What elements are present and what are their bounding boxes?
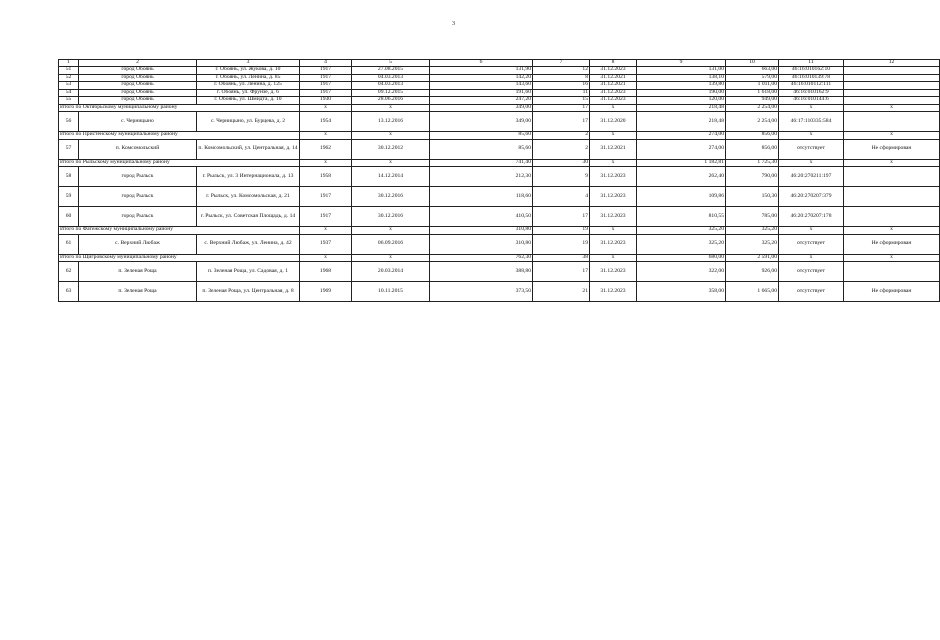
table-cell: 325,20 [637,234,726,254]
table-cell: 663,00 [726,67,779,75]
subtotal-label: Итого по Пристенскому муниципальному району [59,132,300,140]
table-cell: 31.12.2023 [590,187,637,207]
subtotal-cell: x [352,132,430,140]
table-cell: 9 [533,167,590,187]
table-cell: г. Обоянь, ул. Жукова, д. 10 [197,67,300,75]
subtotal-cell: x [352,227,430,235]
column-header: 2 [79,60,197,67]
table-cell: 31.12.2023 [590,262,637,282]
subtotal-cell: x [352,104,430,112]
table-cell: 139,80 [637,82,726,90]
table-cell: Не сформирован [844,139,940,159]
subtotal-cell: x [779,159,844,167]
table-cell: 14.12.2014 [352,167,430,187]
table-cell: 31.12.2021 [590,74,637,82]
table-cell [844,167,940,187]
table-cell: город Обоянь [79,67,197,75]
table-row [59,82,940,90]
table-cell: 63 [59,282,79,302]
table-row [59,282,940,302]
subtotal-row [59,132,940,140]
column-header: 10 [726,60,779,67]
table-cell: 949,00 [726,97,779,105]
table-cell: 31.12.2023 [590,167,637,187]
subtotal-cell: x [844,104,940,112]
subtotal-cell: x [779,254,844,262]
table-cell: 790,00 [726,167,779,187]
table-cell: 57 [59,139,79,159]
table-cell: 373,50 [430,282,533,302]
subtotal-row [59,254,940,262]
table-cell: 10.11.2015 [352,282,430,302]
table-cell: 09.12.2015 [352,89,430,97]
table-cell: 31.12.2020 [590,112,637,132]
table-cell: п. Комсомольский [79,139,197,159]
table-cell: 20.03.2014 [352,262,430,282]
table-cell: п. Зеленая Роща [79,282,197,302]
table-cell: 21 [533,282,590,302]
table-cell: п. Комсомольский, ул. Центральная, д. 14 [197,139,300,159]
table-cell: 2 [533,139,590,159]
subtotal-cell: x [779,132,844,140]
table-cell: 13.12.2016 [352,112,430,132]
table-cell: 926,00 [726,262,779,282]
table-cell: 15 [533,97,590,105]
subtotal-cell: 349,00 [430,104,533,112]
table-cell: 16 [533,82,590,90]
subtotal-cell: x [844,159,940,167]
table-cell: 51 [59,67,79,75]
subtotal-cell: 310,80 [430,227,533,235]
subtotal-label: Итого по Октябрьскому муниципальному району [59,104,300,112]
table-cell: 322,00 [637,262,726,282]
table-cell: 8 [533,74,590,82]
table-cell: город Обоянь [79,89,197,97]
subtotal-label: Итого по Рыльскому муниципальному району [59,159,300,167]
table-cell: п. Зеленая Роща [79,262,197,282]
table-cell: 120,00 [637,97,726,105]
table-cell: 579,00 [726,74,779,82]
column-header: 9 [637,60,726,67]
table-cell: 31.12.2023 [590,234,637,254]
table-cell: г. Обоянь, ул. Ленина, д. 85 [197,74,300,82]
table-row [59,234,940,254]
column-header: 11 [779,60,844,67]
table-cell: 143,60 [430,82,533,90]
table-cell [844,67,940,75]
table-cell: 46:16:010139:78 [779,74,844,82]
table-cell: 12 [533,67,590,75]
table-cell [844,89,940,97]
table-cell: 54 [59,89,79,97]
table-cell [844,82,940,90]
table-cell: 262,40 [637,167,726,187]
table-cell: 17 [533,112,590,132]
table-cell: 58 [59,167,79,187]
table-cell: 52 [59,74,79,82]
table-cell: 1917 [300,89,352,97]
table-cell: 30.12.2016 [352,207,430,227]
subtotal-cell: x [590,104,637,112]
table-cell: 1917 [300,67,352,75]
table-cell: 274,00 [637,139,726,159]
table-cell: 31.12.2021 [590,82,637,90]
table-cell: город Обоянь [79,74,197,82]
table-cell: 4 [533,187,590,207]
column-header: 4 [300,60,352,67]
table-cell: 138,10 [637,74,726,82]
subtotal-cell: x [779,227,844,235]
subtotal-label: Итого по Фатежскому муниципальному району [59,227,300,235]
table-cell: 53 [59,82,79,90]
subtotal-cell: x [300,227,352,235]
table-cell: город Обоянь [79,82,197,90]
table-cell: 27.08.2015 [352,67,430,75]
table-cell: с. Черницыно [79,112,197,132]
table-cell: город Рыльск [79,167,197,187]
table-cell: город Рыльск [79,187,197,207]
table-cell: 856,00 [726,139,779,159]
table-body [59,60,940,302]
table-cell: 46:20:270207:379 [779,187,844,207]
subtotal-cell: x [590,227,637,235]
table-cell [844,74,940,82]
table-cell: 1 618,00 [726,89,779,97]
table-row [59,97,940,105]
table-cell: п. Зеленая Роща, ул. Центральная, д. 8 [197,282,300,302]
table-cell: 1968 [300,262,352,282]
subtotal-cell: 218,48 [637,104,726,112]
table-cell [844,112,940,132]
table-cell: 85,60 [430,139,533,159]
table-cell: 131,00 [637,67,726,75]
table-cell [844,262,940,282]
table-cell: 46:16:010162:10 [779,67,844,75]
subtotal-cell: x [300,104,352,112]
subtotal-cell: x [844,227,940,235]
table-cell: 1930 [300,97,352,105]
table-cell: 150,30 [726,187,779,207]
subtotal-cell: 741,40 [430,159,533,167]
table-cell: 388,80 [430,262,533,282]
subtotal-row [59,104,940,112]
table-cell: с. Черницыно, ул. Бурцева, д. 2 [197,112,300,132]
column-header: 6 [430,60,533,67]
table-row [59,167,940,187]
table-cell: 04.03.2013 [352,82,430,90]
subtotal-cell: 17 [533,104,590,112]
table-cell: 785,00 [726,207,779,227]
subtotal-cell: 38 [533,254,590,262]
table-cell: 1917 [300,207,352,227]
table-cell: 1937 [300,234,352,254]
table-cell: 1 011,00 [726,82,779,90]
subtotal-cell: x [779,104,844,112]
subtotal-cell: x [590,159,637,167]
subtotal-cell: x [844,132,940,140]
column-header: 12 [844,60,940,67]
table-cell [844,207,940,227]
table-cell: отсутствует [779,282,844,302]
page-number: 3 [452,21,455,27]
table-cell: Не сформирован [844,234,940,254]
table-cell: 31.12.2021 [590,139,637,159]
subtotal-cell: x [300,132,352,140]
table-cell: 131,90 [430,67,533,75]
table-cell: 1958 [300,167,352,187]
table-cell: 30.12.2016 [352,187,430,207]
subtotal-cell: 856,00 [726,132,779,140]
table-cell: 19 [533,234,590,254]
table-cell: город Рыльск [79,207,197,227]
table-cell: отсутствует [779,234,844,254]
table-cell: 191,60 [430,89,533,97]
table-cell: 247,20 [430,97,533,105]
table-cell: с. Верхний Любаж, ул. Ленина, д. 42 [197,234,300,254]
table-cell: 2 254,00 [726,112,779,132]
table-cell: 56 [59,112,79,132]
table-cell: 1962 [300,139,352,159]
table-cell: г. Рыльск, ул. 3 Интернационала, д. 13 [197,167,300,187]
table-cell: 1917 [300,82,352,90]
table-cell: 1969 [300,282,352,302]
subtotal-cell: x [844,254,940,262]
table-cell: 142,20 [430,74,533,82]
table-cell: 109,86 [637,187,726,207]
subtotal-row [59,227,940,235]
table-cell: с. Верхний Любаж [79,234,197,254]
column-header: 5 [352,60,430,67]
table-row [59,112,940,132]
table-cell [844,187,940,207]
table-cell: 31.12.2023 [590,97,637,105]
table-cell: 118,60 [430,187,533,207]
table-cell: 17 [533,262,590,282]
table-cell: 349,00 [430,112,533,132]
subtotal-cell: x [590,132,637,140]
table-cell: 55 [59,97,79,105]
table-cell: 46:16:010112:111 [779,82,844,90]
subtotal-cell: 2 254,00 [726,104,779,112]
table-cell: 60 [59,207,79,227]
table-cell: 1 665,00 [726,282,779,302]
table-cell: 11 [533,89,590,97]
table-cell [844,97,940,105]
subtotal-cell: 30 [533,159,590,167]
table-cell: 212,30 [430,167,533,187]
column-header: 7 [533,60,590,67]
table-row [59,262,940,282]
table-cell: 325,20 [726,234,779,254]
subtotal-cell: x [352,254,430,262]
table-cell: г. Рыльск, ул. Комсомольская, д. 21 [197,187,300,207]
table-cell: 218,48 [637,112,726,132]
subtotal-cell: x [590,254,637,262]
housing-registry-table [58,59,940,302]
table-cell: 62 [59,262,79,282]
table-cell: отсутствует [779,262,844,282]
table-cell: г. Рыльск, ул. Советская Площадь, д. 14 [197,207,300,227]
subtotal-cell: x [300,159,352,167]
table-row [59,207,940,227]
table-cell: г. Обоянь, ул. Ленина, д. 125 [197,82,300,90]
table-cell: 358,00 [637,282,726,302]
table-cell: 31.12.2023 [590,89,637,97]
table-cell: 46:16:010162:9 [779,89,844,97]
subtotal-cell: 325,20 [726,227,779,235]
table-row [59,67,940,75]
subtotal-cell: 680,00 [637,254,726,262]
table-cell: 04.03.2013 [352,74,430,82]
subtotal-cell: 762,30 [430,254,533,262]
subtotal-cell: 2 [533,132,590,140]
table-cell: 410,50 [430,207,533,227]
table-cell: 46:17:110335:584 [779,112,844,132]
subtotal-cell: 2 591,00 [726,254,779,262]
table-cell: 46:20:270207:178 [779,207,844,227]
table-cell: 59 [59,187,79,207]
table-cell: 1917 [300,187,352,207]
table-cell: 1917 [300,74,352,82]
table-cell: город Обоянь [79,97,197,105]
table-cell: 31.12.2023 [590,207,637,227]
table-cell: 310,80 [430,234,533,254]
table-cell: 810,55 [637,207,726,227]
table-cell: 1954 [300,112,352,132]
table-cell: 30.12.2012 [352,139,430,159]
subtotal-label: Итого по Щигровскому муниципальному району [59,254,300,262]
subtotal-cell: 85,60 [430,132,533,140]
table-cell: 06.09.2016 [352,234,430,254]
table-cell: 31.12.2023 [590,67,637,75]
column-header: 8 [590,60,637,67]
subtotal-cell: 325,20 [637,227,726,235]
table-cell: Не сформирован [844,282,940,302]
subtotal-cell: x [300,254,352,262]
table-row [59,139,940,159]
subtotal-cell: 19 [533,227,590,235]
column-header: 3 [197,60,300,67]
table-cell: 190,00 [637,89,726,97]
table-cell: 28.06.2016 [352,97,430,105]
table-cell: г. Обоянь, ул. Шмидта, д. 10 [197,97,300,105]
table-cell: 17 [533,207,590,227]
subtotal-cell: 1 725,30 [726,159,779,167]
table-cell: 31.12.2023 [590,282,637,302]
table-row [59,187,940,207]
table-cell: 46:20:270211:197 [779,167,844,187]
subtotal-cell: 274,00 [637,132,726,140]
subtotal-cell: 1 182,81 [637,159,726,167]
table-cell: 46:16:010144:6 [779,97,844,105]
table-cell: п. Зеленая Роща, ул. Садовая, д. 1 [197,262,300,282]
table-cell: г. Обоянь, ул. Фрунзе, д. 6 [197,89,300,97]
table-cell: отсутствует [779,139,844,159]
column-header: 1 [59,60,79,67]
subtotal-row [59,159,940,167]
table-cell: 61 [59,234,79,254]
subtotal-cell: x [352,159,430,167]
